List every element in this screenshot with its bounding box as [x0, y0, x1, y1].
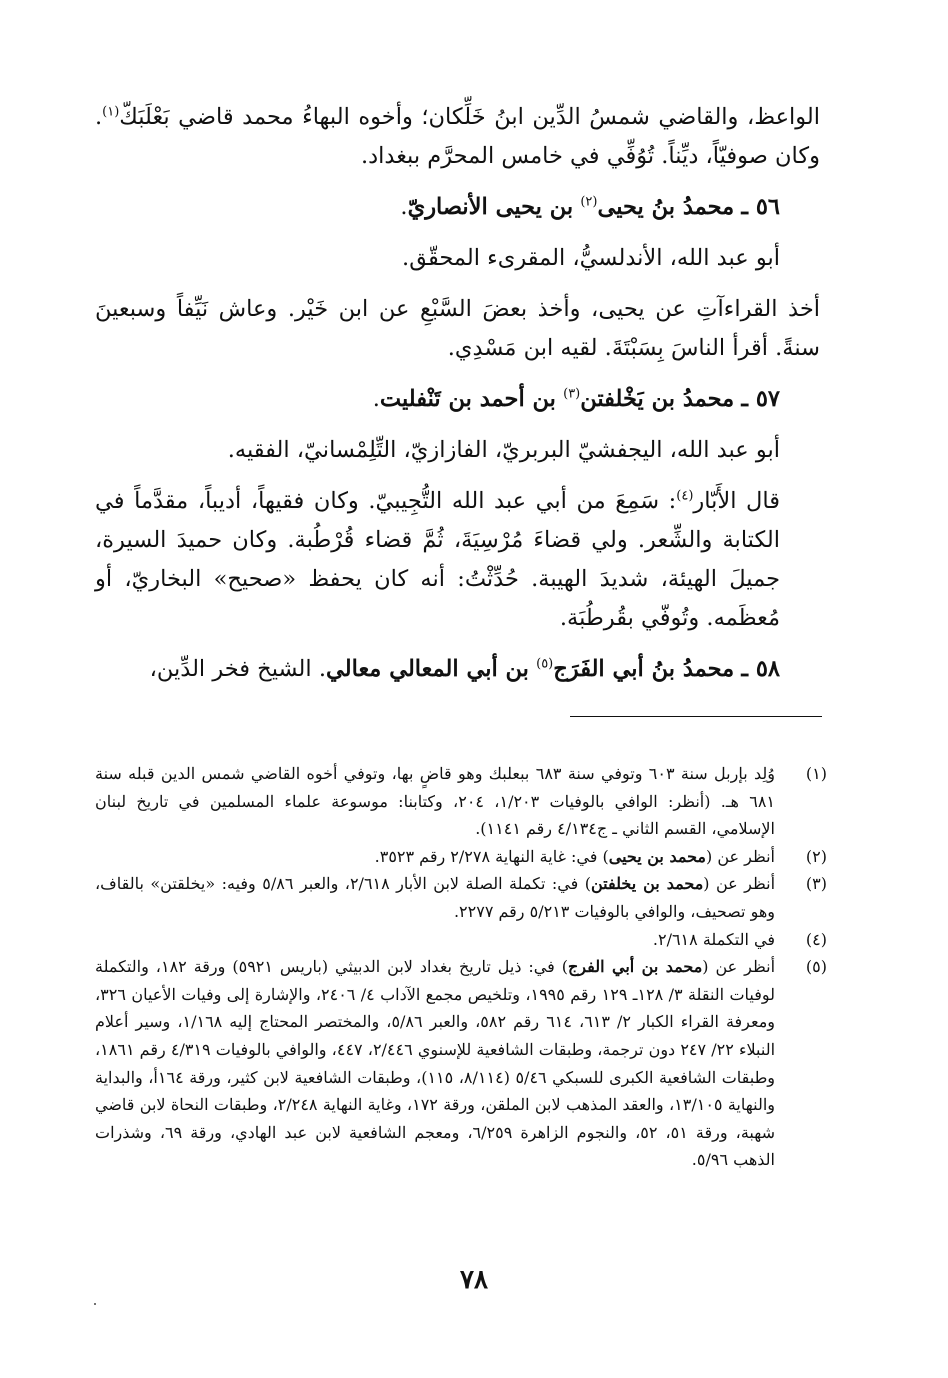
footnote-text: أنظر عن (محمد بن أبي الفرج) في: ذيل تاريخ بغداد لابن الدبيثي (باريس ٥٩٢١) ورقة ١٨٢، والتكملة لوفيات النقلة ٣/ ١٢٨ـ ١٢٩ رقم ١٩٩٥، وتلخيص مجمع الآداب ٤/ ٢٤٠٦، والإشارة إلى وفيات الأعيان ٣٢٦، ومعرفة القراء الكبار ٢/ ٦١٣، ٦١٤ رقم ٥٨٢، والعبر ٥/٨٦، والمختصر المحتاج إليه ١/١٦٨، وسير أعلام النبلاء ٢٢/ ٢٤٧ دون ترجمة، وطبقات الشافعية للإسنوي ٢/٤٤٦، ٤٤٧، والوافي بالوفيات ٤/٣١٩ رقم ١٨٦١، وطبقات الشافعية الكبرى للسبكي ٥/٤٦ (٨/١١٤، ١١٥)، وطبقات الشافعية لابن كثير، ورقة ١٦٤أ، والبداية والنهاية ١٣/١٠٥، والعقد المذهب لابن الملقن، ورقة ١٧٢، وغاية النهاية ٢/٢٤٨، وطبقات النحاة لابن قاضي شهبة، ورقة ٥١، ٥٢، والنجوم الزاهرة ٦/٢٥٩، ومعجم الشافعية لابن عبد الهادي، ورقة ٦٩، وشذرات الذهب ٥/٩٦. — [95, 957, 776, 1170]
entry-name: محمدُ بنُ أبي الفَرَج — [553, 656, 735, 682]
scan-speck — [94, 1303, 96, 1305]
paragraph-continuation: الواعظ، والقاضي شمسُ الدِّين ابنُ خَلِّكان؛ وأخوه البهاءُ محمد قاضي بَعْلَبَكّ$^{(١)}$. وكان صوفيّاً، ديِّناً. تُوُفِّي في خامس المحرَّم ببغداد. — [95, 104, 820, 169]
entry-number: ٥٧ ـ — [741, 386, 780, 412]
entry-lineage: بن أبي المعالي معالي — [325, 656, 529, 682]
footnote-number: (٢) — [805, 846, 827, 866]
cited-name: محمد بن أبي الفرج — [567, 957, 703, 977]
entry-lineage: بن أحمد بن تَنْفليت — [379, 386, 556, 412]
footnote-1 — [95, 760, 827, 843]
footnote-ref-2[interactable]: (٢) — [580, 194, 598, 210]
footnote-text: في التكملة ٢/٦١٨. — [652, 929, 775, 949]
footnote-5 — [95, 953, 827, 1174]
main-text — [95, 98, 820, 701]
footnote-divider — [570, 716, 822, 717]
footnote-number: (٥) — [805, 957, 827, 977]
cited-name: محمد بن يخلفتن — [591, 874, 704, 894]
footnote-number: (٣) — [805, 874, 827, 894]
footnote-4 — [95, 926, 827, 954]
footnote-ref-4[interactable]: (٤) — [676, 488, 694, 504]
footnote-number: (٤) — [805, 929, 827, 949]
entry-57-kunya: أبو عبد الله، اليجفشيّ البربريّ، الفازازيّ، التِّلِمْسانيّ، الفقيه. — [227, 437, 780, 463]
entry-56-kunya: أبو عبد الله، الأندلسيُّ، المقرىء المحقّق. — [402, 245, 780, 271]
cited-name: محمد بن يحيى — [608, 846, 706, 866]
footnote-number: (١) — [805, 764, 827, 783]
entry-number: ٥٨ ـ — [741, 656, 780, 682]
footnote-3 — [95, 870, 827, 925]
footnote-text: أنظر عن (محمد بن يحيى) في: غاية النهاية ٢/٢٧٨ رقم ٣٥٢٣. — [374, 846, 775, 866]
footnote-ref-1[interactable]: (١) — [102, 104, 120, 120]
footnote-text: أنظر عن (محمد بن يخلفتن) في: تكملة الصلة لابن الأبار ٢/٦١٨، والعبر ٥/٨٦ وفيه: «يخلقتن» بالقاف، وهو تصحيف، والوافي بالوفيات ٥/٢١٣ رقم ٢٢٧٧. — [95, 874, 776, 921]
entry-name: محمدُ بنُ يحيى — [597, 194, 735, 220]
entry-56-body: أخذ القراءآتِ عن يحيى، وأخذ بعضَ السَّبْعِ عن ابن خَيْر. وعاش نَيِّفاً وسبعينَ سنةً. أقرأ الناسَ بِسَبْتَةَ. لقيه ابن مَسْدِي. — [95, 296, 820, 361]
footnote-ref-5[interactable]: (٥) — [536, 656, 554, 672]
entry-57-heading: ٥٧ ـ محمدُ بن يَخْلفتن$^{(٣)}$ بن أحمد بن تَنْفليت. — [372, 386, 780, 412]
entry-name: محمدُ بن يَخْلفتن — [580, 386, 735, 412]
entry-58-heading: ٥٨ ـ محمدُ بنُ أبي الفَرَج$^{(٥)}$ بن أبي المعالي معالي. الشيخ فخر الدِّين، — [149, 656, 780, 682]
entry-56-heading: ٥٦ ـ محمدُ بنُ يحيى$^{(٢)}$ بن يحيى الأنصاريّ. — [400, 194, 780, 220]
footnotes — [95, 760, 827, 1174]
footnote-2 — [95, 843, 827, 871]
page-number: ٧٨ — [460, 1265, 488, 1295]
entry-57-body: قال الأَبّار$^{(٤)}$: سَمِعَ من أبي عبد الله التُّجِيبيّ. وكان فقيهاً، أديباً، مقدَّماً في الكتابة والشِّعر. ولي قضاءَ مُرْسِيَةَ، ثُمَّ قضاء قُرْطُبة. وكان حميدَ السيرة، جميلَ الهيئة، شديدَ الهيبة. حُدِّثْتُ: أنه كان يحفظ «صحيح» البخاريّ، أو مُعظَمه. وتُوفّي بقُرطُبَة. — [95, 488, 780, 631]
footnote-text: وُلِد بإربل سنة ٦٠٣ وتوفي سنة ٦٨٣ ببعلبك وهو قاضٍ بها، وتوفي أخوه القاضي شمس الدين قبله سنة ٦٨١ هـ. (أنظر: الوافي بالوفيات ١/٢٠٣، ٢٠٤، وكتابنا: موسوعة علماء المسلمين في تاريخ لبنان الإسلامي، القسم الثاني ـ ج٤/١٣٤ رقم ١١٤١). — [95, 764, 776, 839]
entry-lineage: بن يحيى الأنصاريّ — [407, 194, 574, 220]
footnote-ref-3[interactable]: (٣) — [563, 386, 581, 402]
entry-number: ٥٦ ـ — [741, 194, 780, 220]
